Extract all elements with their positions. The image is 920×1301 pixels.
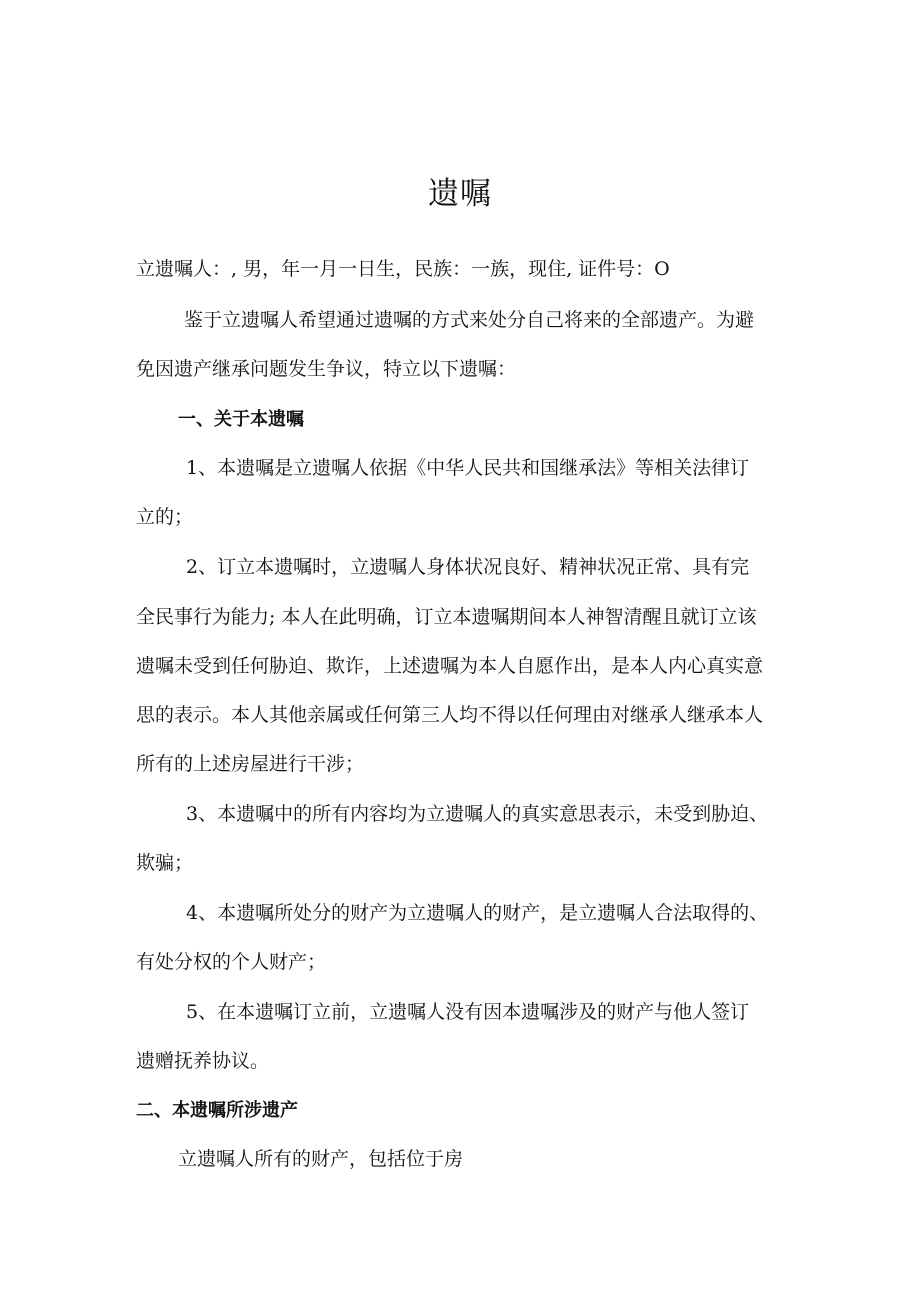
section1-item4-line-2: 有处分权的个人财产； [136,951,327,973]
section1-heading: 一、关于本遗嘱 [178,409,304,430]
intro-line-2: 免因遗产继承问题发生争议，特立以下遗嘱： [136,358,517,380]
section1-item1-line-2: 立的； [136,506,194,528]
section1-item2-line-5: 所有的上述房屋进行干涉； [136,753,365,775]
section1-item1-line-1: 1、本遗嘱是立遗嘱人依据《中华人民共和国继承法》等相关法律订 [186,457,750,479]
section1-item3-line-2: 欺骗； [136,852,194,874]
section1-item5-line-1: 5、在本遗嘱订立前，立遗嘱人没有因本遗嘱涉及的财产与他人签订 [186,1001,750,1023]
document-body [136,245,806,1170]
section1-item2-line-1: 2、订立本遗嘱时，立遗嘱人身体状况良好、精神状况正常、具有完 [186,556,750,578]
testator-info-line: 立遗嘱人：, 男，年一月一日生，民族：一族，现住, 证件号：O [136,258,670,280]
section1-item2-line-4: 思的表示。本人其他亲属或任何第三人均不得以任何理由对继承人继承本人 [136,704,764,726]
intro-line-1: 鉴于立遗嘱人希望通过遗嘱的方式来处分自己将来的全部遗产。为避 [184,309,755,331]
section2-heading: 二、本遗嘱所涉遗产 [136,1100,298,1121]
document-title: 遗嘱 [428,176,492,212]
section1-item3-line-1: 3、本遗嘱中的所有内容均为立遗嘱人的真实意思表示，未受到胁迫、 [186,803,769,825]
section1-item5-line-2: 遗赠抚养协议。 [136,1050,270,1072]
section2-text: 立遗嘱人所有的财产，包括位于房 [178,1148,464,1170]
section1-item2-line-3: 遗嘱未受到任何胁迫、欺诈，上述遗嘱为本人自愿作出，是本人内心真实意 [136,655,764,677]
section1-item4-line-1: 4、本遗嘱所处分的财产为立遗嘱人的财产，是立遗嘱人合法取得的、 [186,902,769,924]
section1-item2-line-2: 全民事行为能力; 本人在此明确，订立本遗嘱期间本人神智清醒且就订立该 [136,606,757,628]
